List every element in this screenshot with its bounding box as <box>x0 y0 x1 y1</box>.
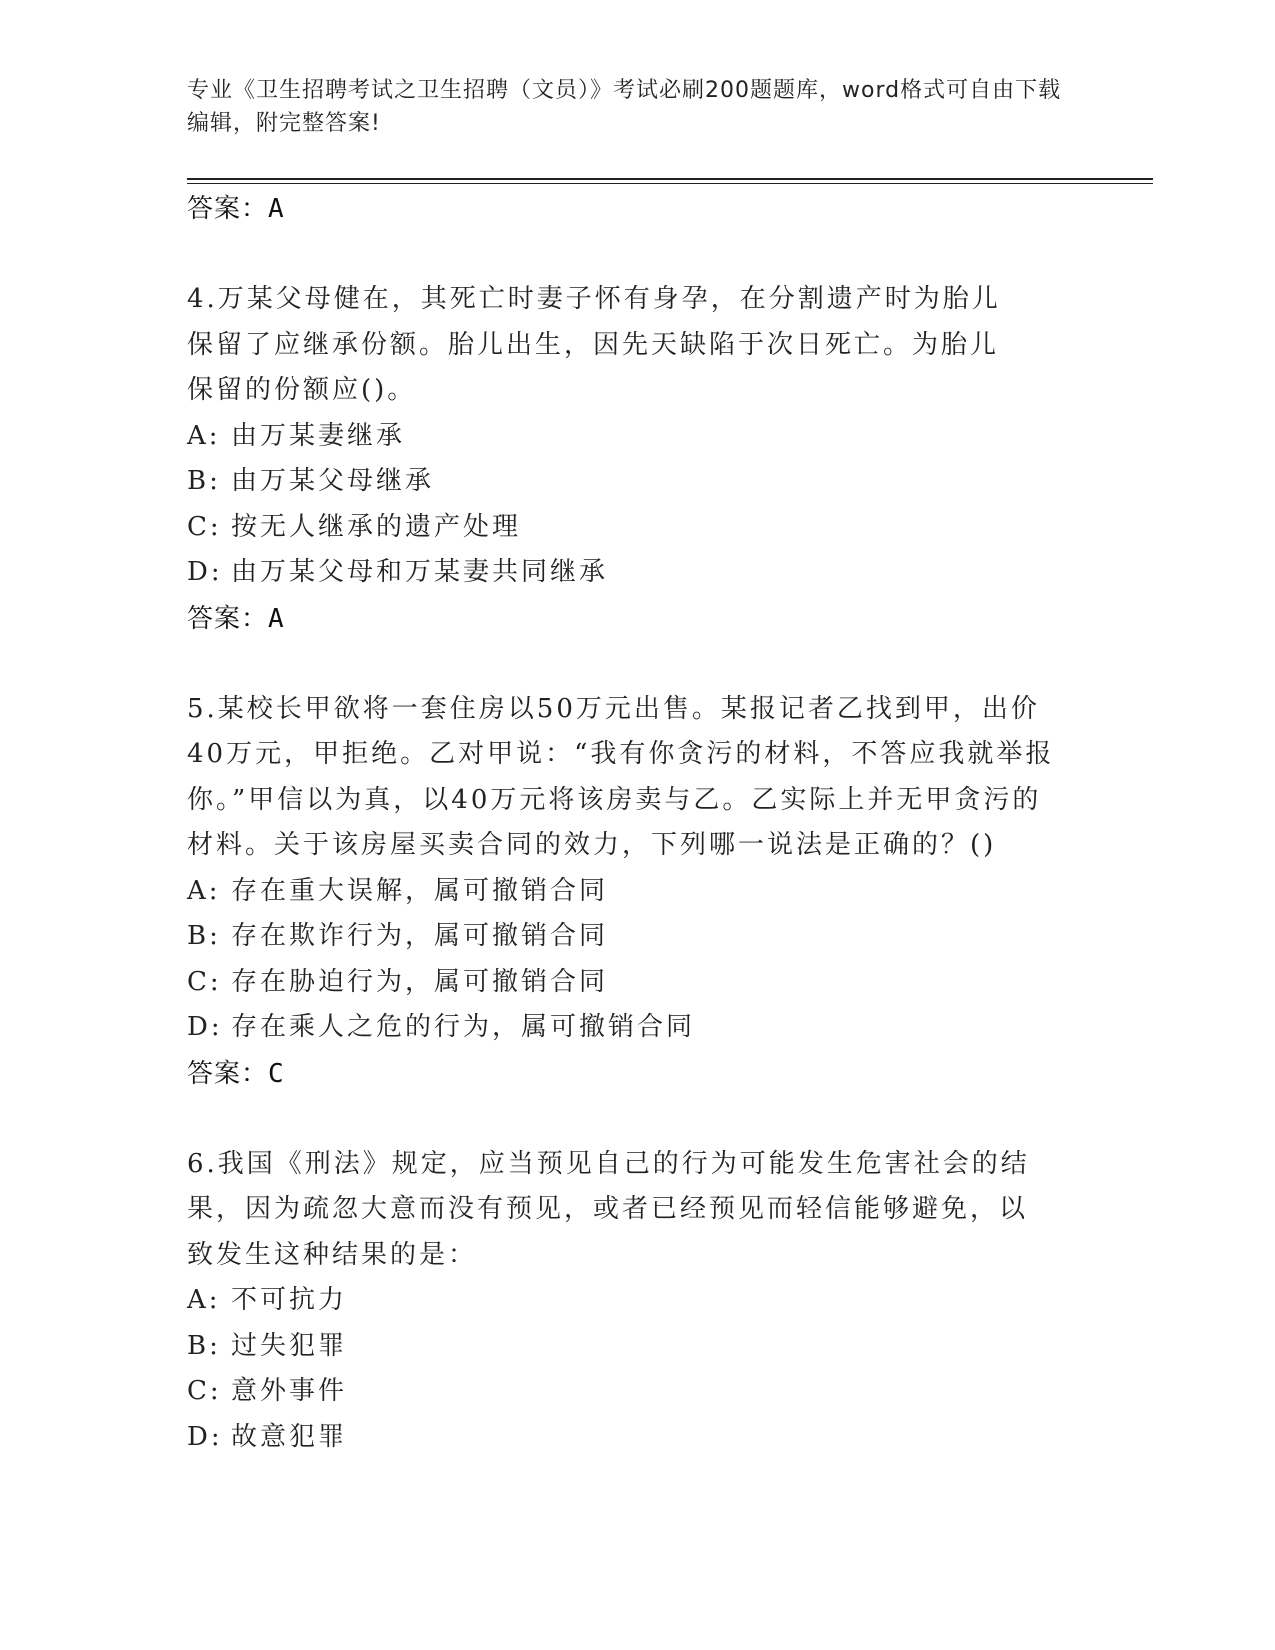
option-text: 故意犯罪 <box>231 1421 348 1452</box>
option-b <box>187 1324 1032 1370</box>
spacer <box>187 1097 1087 1142</box>
answer-label: 答案：A <box>187 603 285 634</box>
option-letter: C: <box>187 1376 222 1406</box>
option-text: 存在胁迫行为，属可撤销合同 <box>231 966 609 997</box>
option-d <box>187 1415 1032 1461</box>
option-letter: D: <box>187 1421 223 1452</box>
option-d <box>187 1005 1057 1051</box>
question-text: 4.万某父母健在，其死亡时妻子怀有身孕，在分割遗产时为胎儿保留了应继承份额。胎儿出生，因先天缺陷于次日死亡。为胎儿保留的份额应()。 <box>187 284 1001 405</box>
option-a <box>187 869 1057 915</box>
option-letter: B: <box>187 1330 221 1361</box>
option-text: 由万某妻继承 <box>231 420 406 451</box>
option-d <box>187 550 1025 596</box>
header-divider-thin <box>187 183 1153 184</box>
option-b <box>187 459 1025 505</box>
option-letter: D: <box>187 1012 223 1042</box>
option-letter: A: <box>187 875 221 906</box>
question-5 <box>187 687 1057 1097</box>
answer-label: 答案：C <box>187 1058 285 1089</box>
option-text: 由万某父母继承 <box>231 466 435 496</box>
option-text: 存在欺诈行为，属可撤销合同 <box>231 921 609 951</box>
header-divider-thick <box>187 178 1153 180</box>
option-b <box>187 914 1057 960</box>
option-letter: C: <box>187 966 222 997</box>
option-letter: B: <box>187 466 221 496</box>
option-text: 不可抗力 <box>231 1285 348 1315</box>
spacer <box>187 642 1087 687</box>
option-c <box>187 505 1025 551</box>
document-header: 专业《卫生招聘考试之卫生招聘（文员）》考试必刷200题题库，word格式可自由下载编辑，附完整答案! <box>187 78 1062 136</box>
option-text: 过失犯罪 <box>231 1330 348 1361</box>
question-text: 6.我国《刑法》规定，应当预见自己的行为可能发生危害社会的结果，因为疏忽大意而没有预见，或者已经预见而轻信能够避免，以致发生这种结果的是： <box>187 1148 1030 1270</box>
option-a <box>187 1278 1032 1324</box>
spacer <box>187 232 1087 277</box>
question-text: 5.某校长甲欲将一套住房以50万元出售。某报记者乙找到甲，出价40万元，甲拒绝。乙对甲说：“我有你贪污的材料，不答应我就举报你。”甲信以为真，以40万元将该房卖与乙。乙实际上并无甲贪污的材料。关于该房屋买卖合同的效力，下列哪一说法是正确的？() <box>187 693 1055 860</box>
question-4 <box>187 277 1025 642</box>
option-letter: C: <box>187 511 222 542</box>
option-a <box>187 414 1025 460</box>
option-letter: A: <box>187 1285 221 1315</box>
option-text: 存在重大误解，属可撤销合同 <box>231 875 609 906</box>
option-c <box>187 960 1057 1006</box>
option-letter: D: <box>187 557 223 587</box>
option-text: 意外事件 <box>231 1376 348 1406</box>
option-text: 按无人继承的遗产处理 <box>231 511 522 542</box>
option-text: 由万某父母和万某妻共同继承 <box>231 557 609 587</box>
question-6 <box>187 1142 1032 1461</box>
question-list <box>187 186 1087 1460</box>
option-letter: A: <box>187 420 221 451</box>
answer-label: 答案：A <box>187 194 285 224</box>
option-c <box>187 1369 1032 1415</box>
option-letter: B: <box>187 921 221 951</box>
option-text: 存在乘人之危的行为，属可撤销合同 <box>231 1012 696 1042</box>
